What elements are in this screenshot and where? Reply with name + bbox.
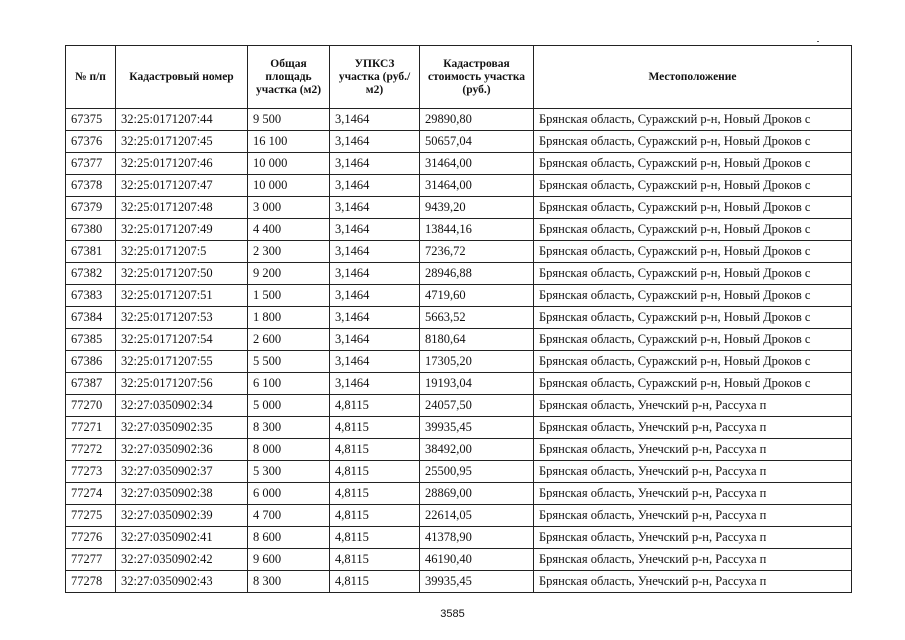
cell-cadastral-value: 7236,72 (420, 241, 534, 263)
cell-index: 67386 (66, 351, 116, 373)
cell-cadastral-number: 32:25:0171207:48 (116, 197, 248, 219)
header-area: Общая площадь участка (м2) (248, 46, 330, 109)
header-index: № п/п (66, 46, 116, 109)
cell-index: 67375 (66, 109, 116, 131)
cell-cadastral-number: 32:25:0171207:45 (116, 131, 248, 153)
cell-cadastral-value: 31464,00 (420, 175, 534, 197)
cell-location: Брянская область, Суражский р-н, Новый Дроков с (534, 263, 852, 285)
cell-cadastral-number: 32:25:0171207:54 (116, 329, 248, 351)
cell-upksz: 4,8115 (330, 505, 420, 527)
table-row (66, 395, 852, 417)
cell-cadastral-value: 17305,20 (420, 351, 534, 373)
cell-cadastral-value: 29890,80 (420, 109, 534, 131)
cell-index: 67378 (66, 175, 116, 197)
cell-location: Брянская область, Унечский р-н, Рассуха п (534, 549, 852, 571)
header-cadastral-value: Кадастровая стоимость участка (руб.) (420, 46, 534, 109)
cell-cadastral-number: 32:25:0171207:56 (116, 373, 248, 395)
table-row (66, 373, 852, 395)
cell-upksz: 4,8115 (330, 461, 420, 483)
cell-location: Брянская область, Суражский р-н, Новый Дроков с (534, 241, 852, 263)
cell-index: 77278 (66, 571, 116, 593)
cell-cadastral-value: 41378,90 (420, 527, 534, 549)
cell-area: 2 300 (248, 241, 330, 263)
table-row (66, 153, 852, 175)
cell-location: Брянская область, Унечский р-н, Рассуха п (534, 505, 852, 527)
header-cadastral-number: Кадастровый номер (116, 46, 248, 109)
cell-area: 9 500 (248, 109, 330, 131)
cell-cadastral-number: 32:27:0350902:43 (116, 571, 248, 593)
cell-area: 5 500 (248, 351, 330, 373)
cell-index: 77270 (66, 395, 116, 417)
cell-cadastral-value: 39935,45 (420, 417, 534, 439)
cell-cadastral-value: 9439,20 (420, 197, 534, 219)
table-row (66, 197, 852, 219)
cell-cadastral-number: 32:25:0171207:46 (116, 153, 248, 175)
table-row (66, 351, 852, 373)
cell-area: 5 000 (248, 395, 330, 417)
table-row (66, 527, 852, 549)
cell-cadastral-number: 32:27:0350902:41 (116, 527, 248, 549)
cell-cadastral-number: 32:25:0171207:47 (116, 175, 248, 197)
cell-cadastral-value: 19193,04 (420, 373, 534, 395)
cell-area: 8 600 (248, 527, 330, 549)
header-upksz: УПКСЗ участка (руб./м2) (330, 46, 420, 109)
cell-upksz: 3,1464 (330, 131, 420, 153)
cell-area: 1 800 (248, 307, 330, 329)
cell-index: 77272 (66, 439, 116, 461)
cell-cadastral-value: 8180,64 (420, 329, 534, 351)
cell-area: 6 100 (248, 373, 330, 395)
cell-cadastral-number: 32:25:0171207:5 (116, 241, 248, 263)
table-row (66, 307, 852, 329)
table-row (66, 285, 852, 307)
cell-area: 10 000 (248, 175, 330, 197)
cell-area: 4 400 (248, 219, 330, 241)
cell-location: Брянская область, Суражский р-н, Новый Дроков с (534, 373, 852, 395)
cell-location: Брянская область, Суражский р-н, Новый Дроков с (534, 131, 852, 153)
cell-upksz: 3,1464 (330, 241, 420, 263)
cell-cadastral-number: 32:27:0350902:34 (116, 395, 248, 417)
cell-area: 8 300 (248, 571, 330, 593)
cell-cadastral-value: 28946,88 (420, 263, 534, 285)
cell-upksz: 3,1464 (330, 285, 420, 307)
cell-cadastral-value: 25500,95 (420, 461, 534, 483)
cell-cadastral-number: 32:27:0350902:35 (116, 417, 248, 439)
cell-cadastral-value: 50657,04 (420, 131, 534, 153)
cell-index: 67377 (66, 153, 116, 175)
table-row (66, 439, 852, 461)
cell-location: Брянская область, Суражский р-н, Новый Дроков с (534, 197, 852, 219)
table-row (66, 571, 852, 593)
cell-index: 77274 (66, 483, 116, 505)
table-header-row (66, 46, 852, 109)
cell-location: Брянская область, Суражский р-н, Новый Дроков с (534, 109, 852, 131)
cell-cadastral-value: 46190,40 (420, 549, 534, 571)
cell-cadastral-number: 32:25:0171207:50 (116, 263, 248, 285)
cell-area: 3 000 (248, 197, 330, 219)
cell-location: Брянская область, Унечский р-н, Рассуха п (534, 461, 852, 483)
cell-index: 67379 (66, 197, 116, 219)
cell-cadastral-value: 5663,52 (420, 307, 534, 329)
cell-area: 6 000 (248, 483, 330, 505)
cell-upksz: 3,1464 (330, 109, 420, 131)
cell-cadastral-value: 22614,05 (420, 505, 534, 527)
cell-cadastral-value: 38492,00 (420, 439, 534, 461)
cell-location: Брянская область, Суражский р-н, Новый Дроков с (534, 285, 852, 307)
cell-cadastral-value: 31464,00 (420, 153, 534, 175)
cell-cadastral-number: 32:25:0171207:55 (116, 351, 248, 373)
cell-area: 9 600 (248, 549, 330, 571)
cell-cadastral-number: 32:25:0171207:49 (116, 219, 248, 241)
header-location: Местоположение (534, 46, 852, 109)
table-row (66, 219, 852, 241)
cell-cadastral-number: 32:25:0171207:44 (116, 109, 248, 131)
cell-location: Брянская область, Унечский р-н, Рассуха п (534, 395, 852, 417)
cell-location: Брянская область, Суражский р-н, Новый Дроков с (534, 307, 852, 329)
cell-location: Брянская область, Суражский р-н, Новый Дроков с (534, 175, 852, 197)
cell-index: 67381 (66, 241, 116, 263)
cell-cadastral-value: 28869,00 (420, 483, 534, 505)
cell-cadastral-number: 32:25:0171207:53 (116, 307, 248, 329)
table-row (66, 175, 852, 197)
cell-upksz: 3,1464 (330, 263, 420, 285)
cell-upksz: 3,1464 (330, 175, 420, 197)
cell-cadastral-number: 32:27:0350902:37 (116, 461, 248, 483)
cell-cadastral-number: 32:27:0350902:42 (116, 549, 248, 571)
cell-upksz: 3,1464 (330, 153, 420, 175)
cell-location: Брянская область, Суражский р-н, Новый Дроков с (534, 219, 852, 241)
cell-cadastral-value: 13844,16 (420, 219, 534, 241)
cell-cadastral-value: 24057,50 (420, 395, 534, 417)
table-row (66, 461, 852, 483)
cell-index: 67383 (66, 285, 116, 307)
table-row (66, 241, 852, 263)
cell-cadastral-number: 32:25:0171207:51 (116, 285, 248, 307)
table-row (66, 483, 852, 505)
table-row (66, 505, 852, 527)
cell-index: 77271 (66, 417, 116, 439)
table-row (66, 417, 852, 439)
cell-area: 2 600 (248, 329, 330, 351)
cell-area: 8 000 (248, 439, 330, 461)
cell-upksz: 4,8115 (330, 417, 420, 439)
table-row (66, 549, 852, 571)
table-row (66, 329, 852, 351)
cell-upksz: 4,8115 (330, 549, 420, 571)
table-row (66, 131, 852, 153)
cell-index: 67387 (66, 373, 116, 395)
cell-index: 77273 (66, 461, 116, 483)
cell-index: 77276 (66, 527, 116, 549)
cell-area: 4 700 (248, 505, 330, 527)
cell-location: Брянская область, Унечский р-н, Рассуха п (534, 417, 852, 439)
cell-upksz: 4,8115 (330, 439, 420, 461)
cell-area: 10 000 (248, 153, 330, 175)
cell-location: Брянская область, Унечский р-н, Рассуха п (534, 483, 852, 505)
page-number: 3585 (440, 608, 465, 620)
cell-location: Брянская область, Суражский р-н, Новый Дроков с (534, 329, 852, 351)
cell-location: Брянская область, Унечский р-н, Рассуха п (534, 571, 852, 593)
cell-upksz: 4,8115 (330, 527, 420, 549)
cell-area: 9 200 (248, 263, 330, 285)
cell-index: 77275 (66, 505, 116, 527)
cell-cadastral-number: 32:27:0350902:36 (116, 439, 248, 461)
cell-upksz: 3,1464 (330, 373, 420, 395)
table-row (66, 263, 852, 285)
cell-index: 67376 (66, 131, 116, 153)
cell-index: 67380 (66, 219, 116, 241)
cell-index: 67385 (66, 329, 116, 351)
cell-location: Брянская область, Унечский р-н, Рассуха п (534, 439, 852, 461)
cell-location: Брянская область, Суражский р-н, Новый Дроков с (534, 351, 852, 373)
cell-cadastral-number: 32:27:0350902:38 (116, 483, 248, 505)
cell-upksz: 3,1464 (330, 197, 420, 219)
cell-area: 16 100 (248, 131, 330, 153)
cell-location: Брянская область, Суражский р-н, Новый Дроков с (534, 153, 852, 175)
cell-area: 8 300 (248, 417, 330, 439)
cell-upksz: 3,1464 (330, 329, 420, 351)
cell-cadastral-value: 4719,60 (420, 285, 534, 307)
cell-upksz: 4,8115 (330, 571, 420, 593)
cell-index: 67384 (66, 307, 116, 329)
cell-cadastral-value: 39935,45 (420, 571, 534, 593)
cell-area: 5 300 (248, 461, 330, 483)
cell-location: Брянская область, Унечский р-н, Рассуха п (534, 527, 852, 549)
cell-upksz: 3,1464 (330, 219, 420, 241)
cell-upksz: 4,8115 (330, 483, 420, 505)
cadastral-table (65, 45, 852, 593)
cell-upksz: 3,1464 (330, 351, 420, 373)
cell-index: 67382 (66, 263, 116, 285)
cell-upksz: 4,8115 (330, 395, 420, 417)
cell-upksz: 3,1464 (330, 307, 420, 329)
cell-area: 1 500 (248, 285, 330, 307)
cell-cadastral-number: 32:27:0350902:39 (116, 505, 248, 527)
scan-mark (817, 41, 819, 42)
table-row (66, 109, 852, 131)
cell-index: 77277 (66, 549, 116, 571)
